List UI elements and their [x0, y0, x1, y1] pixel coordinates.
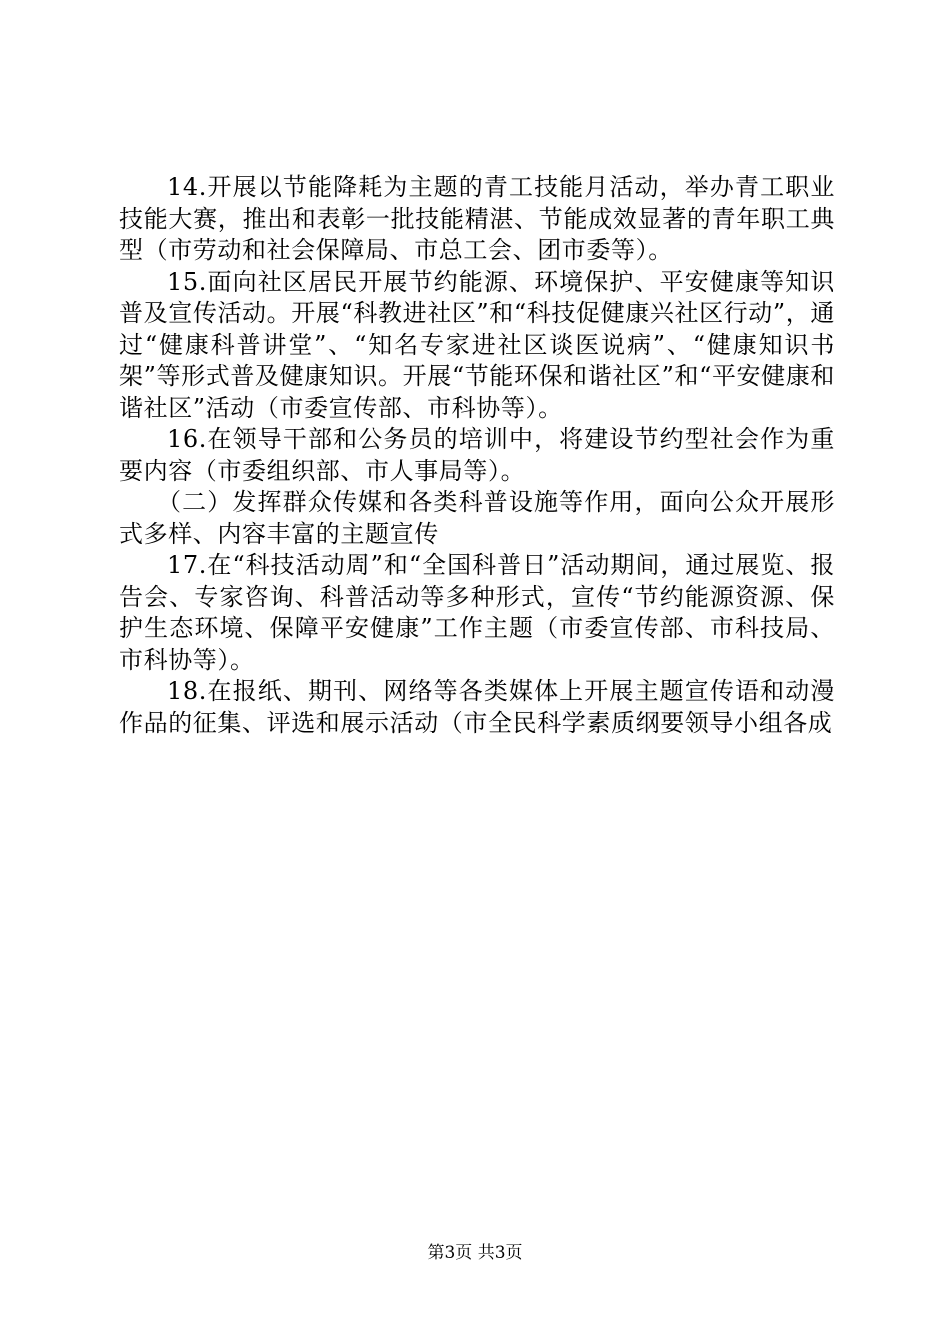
paragraph-item-18: 18.在报纸、期刊、网络等各类媒体上开展主题宣传语和动漫作品的征集、评选和展示活动（市全民科学素质纲要领导小组各成 [119, 677, 835, 737]
paragraph-item-14: 14.开展以节能降耗为主题的青工技能月活动，举办青工职业技能大赛，推出和表彰一批技能精湛、节能成效显著的青年职工典型（市劳动和社会保障局、市总工会、团市委等）。 [119, 173, 835, 264]
paragraph-item-17: 17.在“科技活动周”和“全国科普日”活动期间，通过展览、报告会、专家咨询、科普活动等多种形式，宣传“节约能源资源、保护生态环境、保障平安健康”工作主题（市委宣传部、市科技局、市科协等）。 [119, 551, 835, 674]
paragraph-item-16: 16.在领导干部和公务员的培训中，将建设节约型社会作为重要内容（市委组织部、市人事局等）。 [119, 425, 835, 485]
paragraph-item-15: 15.面向社区居民开展节约能源、环境保护、平安健康等知识普及宣传活动。开展“科教进社区”和“科技促健康兴社区行动”，通过“健康科普讲堂”、“知名专家进社区谈医说病”、“健康知识书架”等形式普及健康知识。开展“节能环保和谐社区”和“平安健康和谐社区”活动（市委宣传部、市科协等）。 [119, 267, 835, 422]
page-number-footer: 第3页 共3页 [427, 1243, 523, 1263]
document-body [119, 172, 835, 739]
section-heading: （二）发挥群众传媒和各类科普设施等作用，面向公众开展形式多样、内容丰富的主题宣传 [119, 488, 835, 548]
